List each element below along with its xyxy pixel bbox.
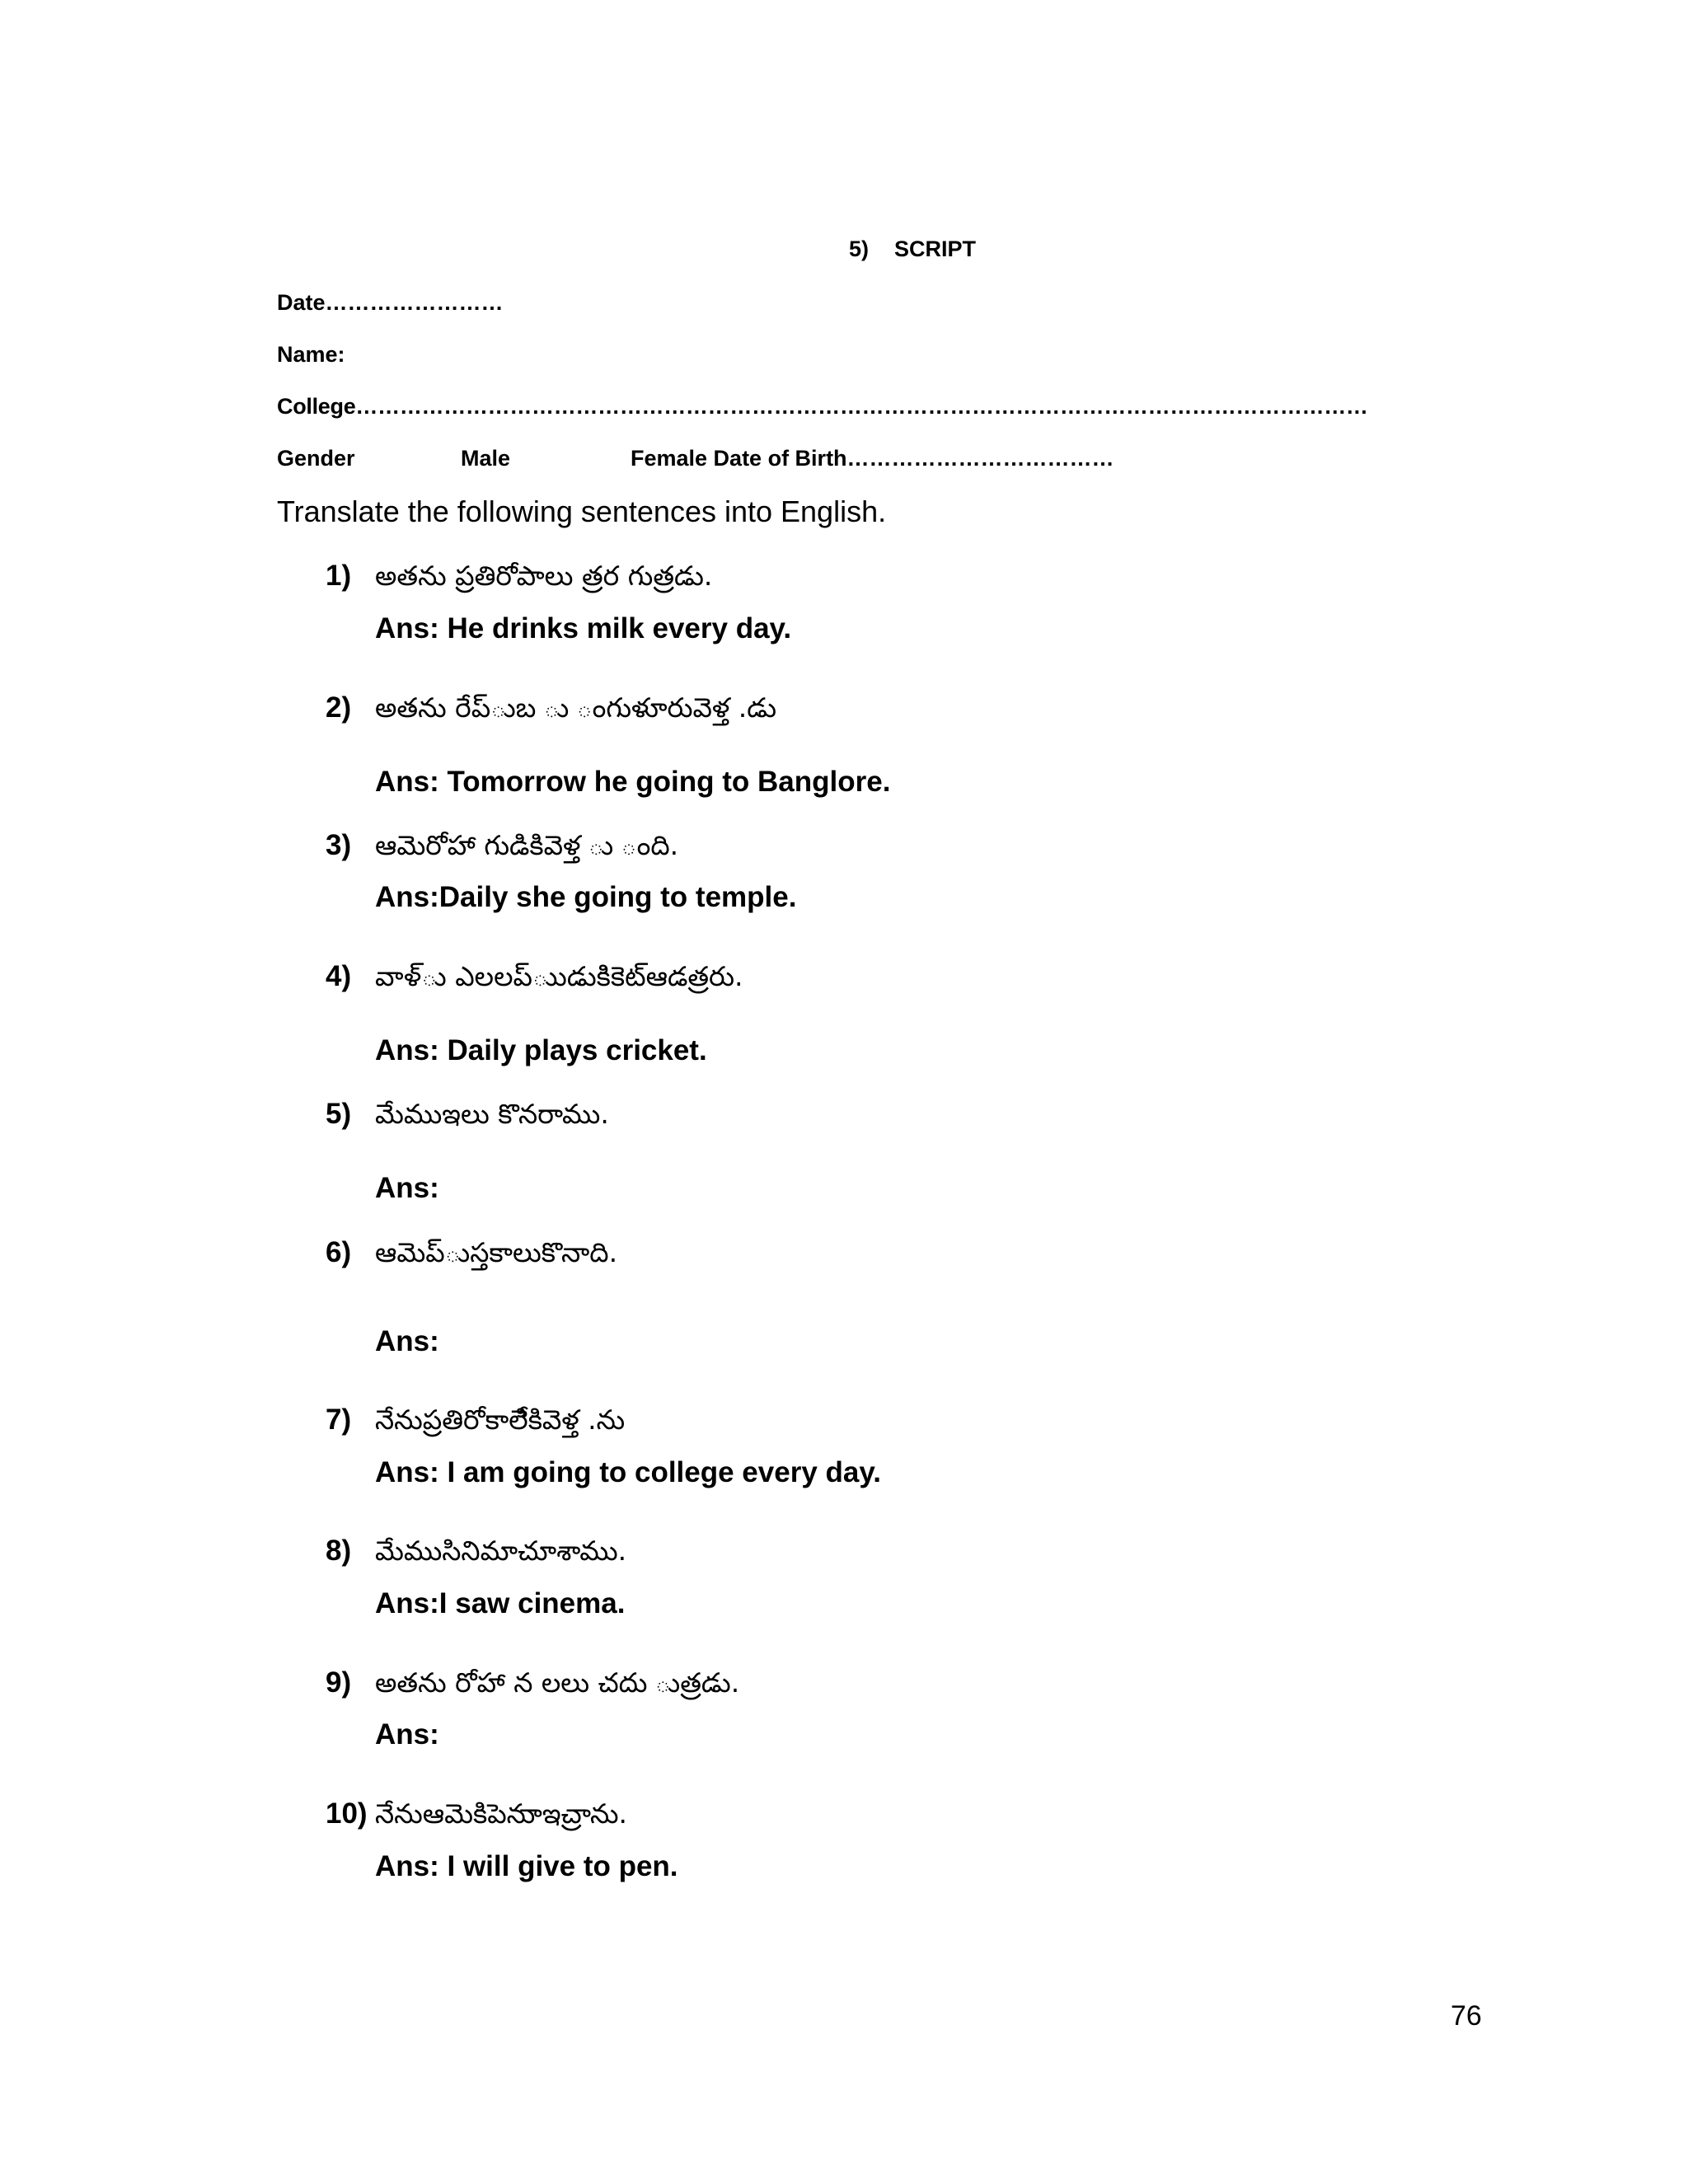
gender-label: Gender	[277, 446, 355, 471]
item-number: 5)	[326, 1098, 352, 1130]
item-number: 7)	[326, 1404, 352, 1436]
telugu-sentence: మేముఇలు కొనరాము.	[375, 1098, 609, 1130]
answer-text: Ans: I will give to pen.	[375, 1850, 678, 1882]
section-number: 5)	[849, 237, 870, 261]
answer-text: Ans:	[375, 1325, 439, 1357]
telugu-sentence: ఆమెరోహా గుడికివెళ్త ు ంది.	[375, 829, 679, 861]
name-field: Name:	[277, 342, 345, 367]
item-number: 8)	[326, 1535, 352, 1567]
telugu-sentence: నేనుఆమెకిపెనుాఇచ్రాను.	[375, 1797, 628, 1830]
male-label: Male	[461, 446, 511, 471]
instruction-text: Translate the following sentences into English.	[277, 494, 887, 528]
answer-text: Ans:	[375, 1172, 439, 1204]
item-number: 4)	[326, 960, 352, 992]
telugu-sentence: అతను ప్రతిరోపాలు త్రర గుత్రడు.	[375, 560, 713, 592]
telugu-sentence: వాళ్ు ఎలలప్ుుడుకిికెట్ఆడత్రరు.	[375, 960, 743, 992]
answer-text: Ans: He drinks milk every day.	[375, 612, 792, 644]
item-number: 9)	[326, 1666, 352, 1699]
date-field: Date……………………	[277, 290, 504, 315]
telugu-sentence: అతను రోహా న లలు చదు ుత్రడు.	[375, 1666, 740, 1699]
answer-text: Ans:I saw cinema.	[375, 1587, 626, 1619]
item-number: 1)	[326, 560, 352, 592]
telugu-sentence: అతను రేప్ుబ ు ంగుళూరువెళ్త .డు	[375, 691, 777, 724]
page-number: 76	[1451, 2000, 1482, 2032]
item-number: 10)	[326, 1797, 368, 1830]
answer-text: Ans:Daily she going to temple.	[375, 881, 797, 913]
answer-text: Ans: I am going to college every day.	[375, 1456, 881, 1488]
answer-text: Ans: Daily plays cricket.	[375, 1034, 707, 1066]
female-dob-label: Female Date of Birth………………………………	[631, 446, 1114, 471]
item-number: 6)	[326, 1236, 352, 1268]
answer-text: Ans: Tomorrow he going to Banglore.	[375, 766, 891, 798]
telugu-sentence: నేనుప్రతిరోకాలేికివెళ్త .ను	[375, 1404, 626, 1436]
item-number: 2)	[326, 691, 352, 724]
answer-text: Ans:	[375, 1718, 439, 1750]
item-number: 3)	[326, 829, 352, 861]
telugu-sentence: మేముసినిమాచూశాము.	[375, 1535, 627, 1567]
telugu-sentence: ఆమెప్ుస్తకాలుకొనాది.	[375, 1236, 618, 1268]
section-title: SCRIPT	[894, 237, 977, 261]
college-field: College…………………………………………………………………………………………………………………………	[277, 394, 1368, 419]
